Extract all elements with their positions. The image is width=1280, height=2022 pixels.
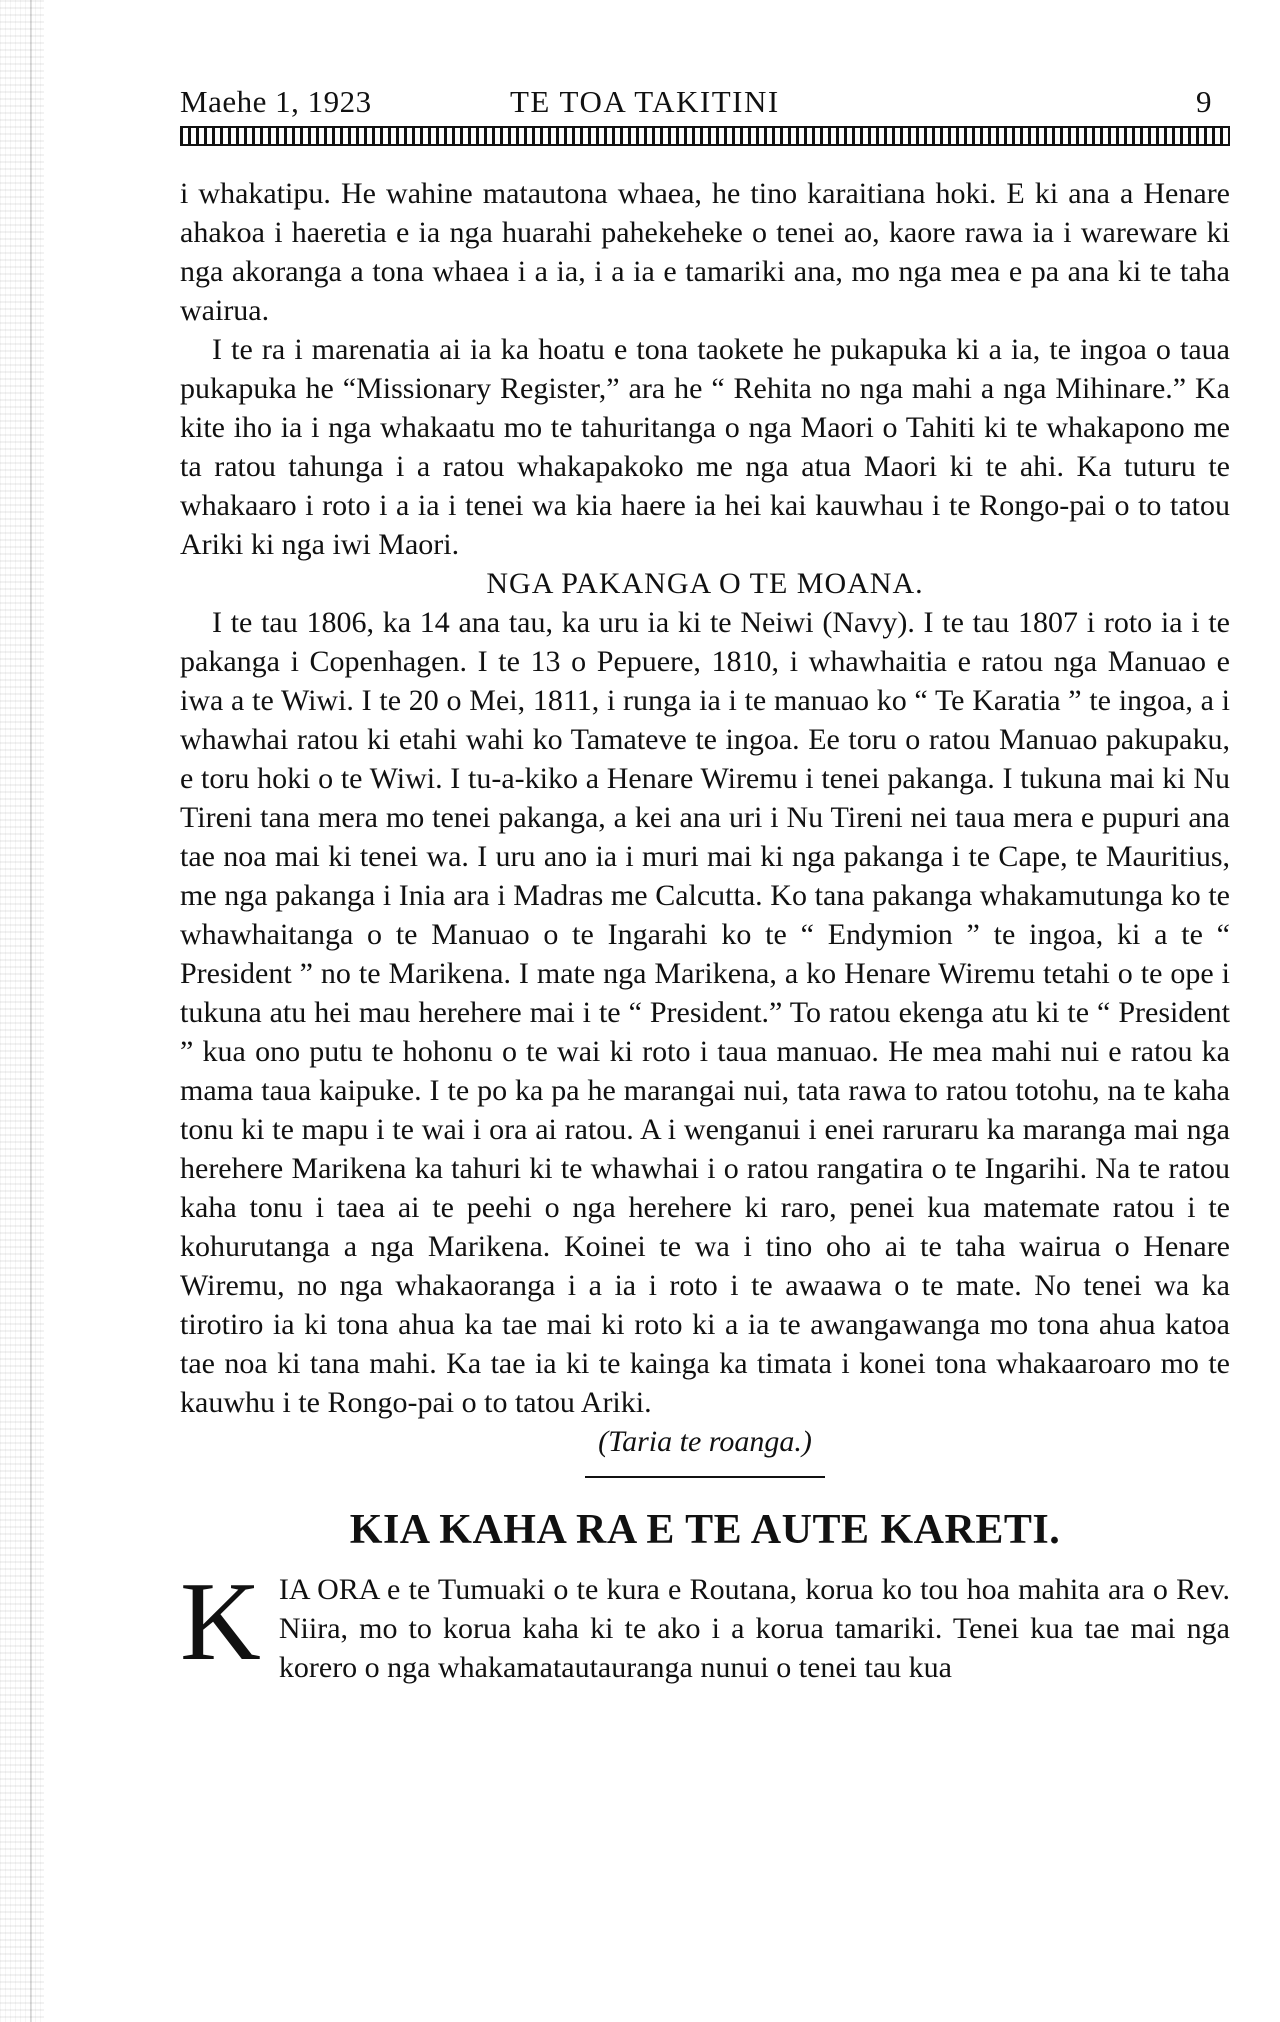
paragraph: i whakatipu. He wahine matautona whaea, he tino karaitiana hoki. E ki ana a Henare ahakoa i haeretia e ia nga huarahi pahekeheke o tenei ao, kaore rawa ia i wareware ki nga akoranga a tona whaea i a ia, i a ia e tamariki ana, mo nga mea e pa ana ki te taha wairua.: [180, 177, 1230, 327]
page-number: 9: [1196, 84, 1212, 119]
issue-date: Maehe 1, 1923: [180, 84, 372, 119]
scan-edge-artifact: [0, 0, 44, 2022]
paragraph: I te tau 1806, ka 14 ana tau, ka uru ia ki te Neiwi (Navy). I te tau 1807 i roto ia i te pakanga i Copenhagen. I te 13 o Pepuere, 1810, i whawhaitia e ratou nga Manuao e iwa a te Wiwi. I te 20 o Mei, 1811, i runga ia i te manuao ko “ Te Karatia ” te ingoa, a i whawhai ratou ki etahi wahi ko Tamateve te ingoa. Ee toru o ratou Manuao pakupaku, e toru hoki o te Wiwi. I tu-a-kiko a Henare Wiremu i tenei pakanga. I tukuna mai ki Nu Tireni tana mera mo tenei pakanga, a kei ana uri i Nu Tireni nei taua mera e pupuri ana tae noa mai ki tenei wa. I uru ano ia i muri mai ki nga pakanga i te Cape, te Mauritius, me nga pakanga i Inia ara i Madras me Calcutta. Ko tana pakanga whakamutunga ko te whawhaitanga o te Manuao o te Ingarahi ko te “ Endymion ” te ingoa, ki a te “ President ” no te Marikena. I mate nga Marikena, a ko Henare Wiremu tetahi o te ope i tukuna atu hei mau herehere mai i te “ President.” To ratou ekenga atu ki te “ President ” kua ono putu te hohonu o te wai ki roto i taua manuao. He mea mahi nui e ratou ka mama taua kaipuke. I te po ka pa he marangai nui, tata rawa to ratou totohu, na te kaha tonu ki te mapu i te wai i ora ai ratou. A i wenganui i enei raruraru ka maranga mai nga herehere Marikena ka tahuri ki te whawhai i o ratou rangatira o te Ingarihi. Na te ratou kaha tonu i taea ai te peehi o nga herehere ki raro, penei kua matemate ratou i te kohurutanga a nga Marikena. Koinei te wa i tino oho ai te taha wairua o Henare Wiremu, no nga whakaoranga i a ia i roto i te awaawa o te mate. No tenei wa ka tirotiro ia ki tona ahua ka tae mai ki roto ki a ia te awangawanga mo tona ahua katoa tae noa ki tana mahi. Ka tae ia ki te kainga ka timata i konei tona whakaaroaro mo te kauwhu i te Rongo-pai o to tatou Ariki.: [180, 606, 1230, 1419]
article-body: [180, 1560, 1230, 1687]
article-text: IA ORA e te Tumuaki o te kura e Routana, korua ko tou hoa mahita ara o Rev. Niira, mo to korua kaha ki te ako i a korua tamariki. Tenei kua tae mai nga korero o nga whakamatautauranga nunui o tenei tau kua: [278, 1573, 1230, 1684]
publication-title: TE TOA TAKITINI: [510, 84, 780, 119]
continued-note: (Taria te roanga.): [598, 1425, 812, 1458]
article-divider: [585, 1476, 825, 1478]
ornamental-rule: [180, 126, 1230, 146]
section-heading: NGA PAKANGA O TE MOANA.: [486, 567, 924, 600]
running-head: [180, 84, 1230, 124]
paragraph: I te ra i marenatia ai ia ka hoatu e tona taokete he pukapuka ki a ia, te ingoa o taua pukapuka he “Missionary Register,” ara he “ Rehita no nga mahi a nga Mihinare.” Ka kite iho ia i nga whakaatu mo te tahuritanga o nga Maori o Tahiti ki te whakapono me ta ratou tahunga i a ratou whakapakoko me nga atua Maori ki te ahi. Ka tuturu te whakaaro i roto i a ia i tenei wa kia haere ia hei kai kauwhau i te Rongo-pai o to tatou Ariki ki nga iwi Maori.: [180, 333, 1230, 561]
article-continuation: [180, 174, 1230, 1462]
newspaper-page: [180, 84, 1230, 1687]
drop-cap: K: [180, 1560, 261, 1684]
article-title: KIA KAHA RA E TE AUTE KARETI.: [349, 1507, 1061, 1553]
